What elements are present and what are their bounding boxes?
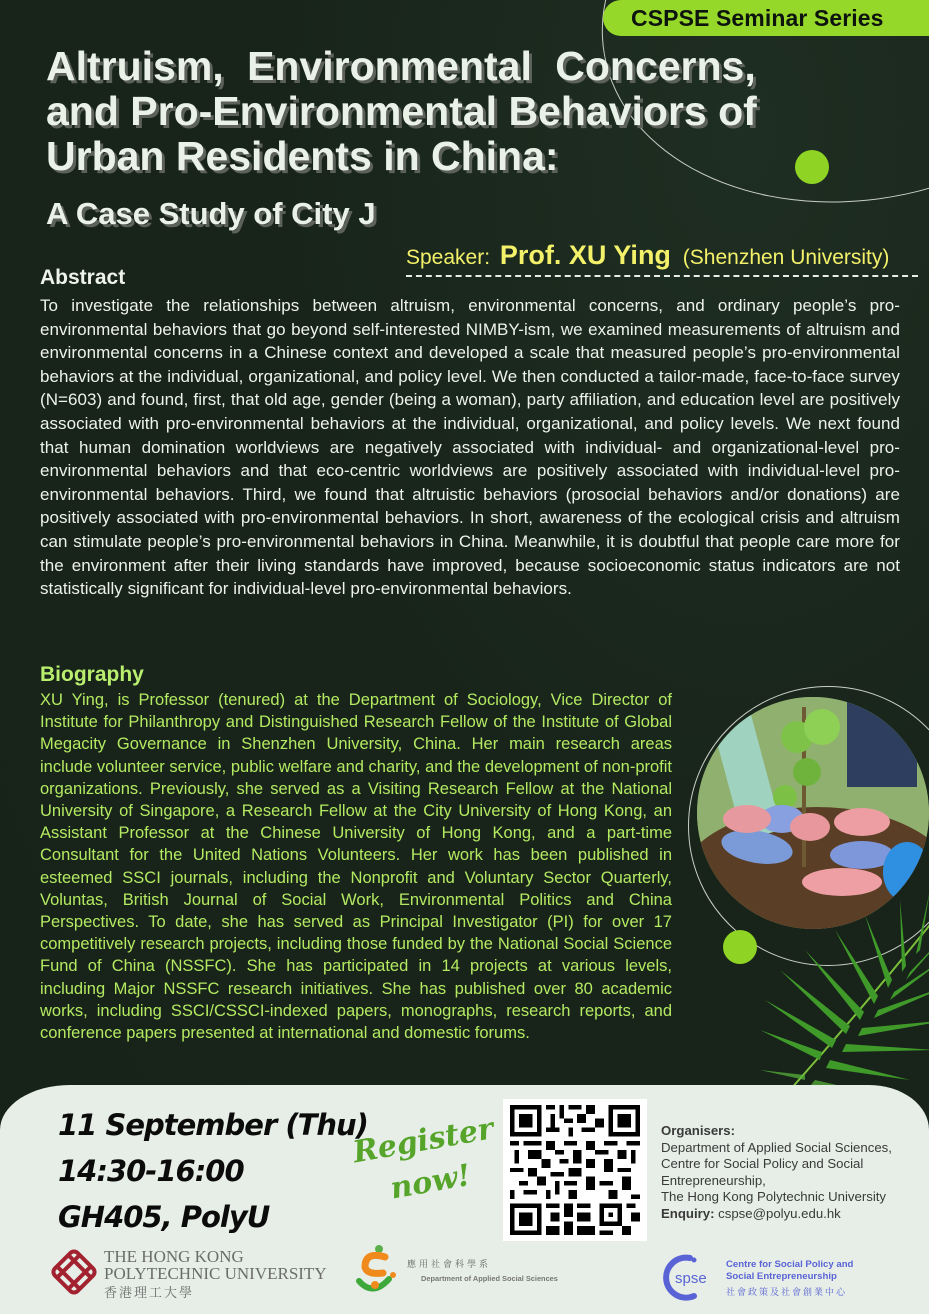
abstract-heading: Abstract xyxy=(40,266,126,289)
title-line: Altruism, Environmental Concerns, xyxy=(46,43,756,89)
organiser-line: Department of Applied Social Sciences, xyxy=(661,1139,892,1155)
poster-title xyxy=(46,44,866,179)
qr-code-icon xyxy=(509,1105,641,1235)
series-badge: CSPSE Seminar Series xyxy=(603,0,929,36)
decorative-dot xyxy=(723,930,757,964)
event-venue: GH405, PolyU xyxy=(58,1200,270,1234)
organisers-info xyxy=(661,1123,926,1222)
cspse-name-line1: Centre for Social Policy and xyxy=(726,1259,854,1270)
apss-logo xyxy=(355,1243,575,1303)
biography-heading: Biography xyxy=(40,663,144,686)
apss-name-cn: 應用社會科學系 xyxy=(407,1259,492,1269)
organiser-line: The Hong Kong Polytechnic University xyxy=(661,1189,887,1204)
polyu-name-en xyxy=(104,1248,327,1282)
speaker-name: Prof. XU Ying xyxy=(499,240,671,270)
event-time: 14:30-16:00 xyxy=(58,1154,244,1188)
cspse-name-cn: 社會政策及社會創業中心 xyxy=(726,1287,848,1297)
register-text: Register xyxy=(350,1111,497,1171)
organisers-label: Organisers: xyxy=(661,1123,736,1138)
title-line: and Pro-Environmental Behaviors of xyxy=(46,88,757,134)
organiser-line: Centre for Social Policy and Social xyxy=(661,1156,864,1171)
cspse-name-en xyxy=(726,1259,853,1283)
polyu-name-line1: THE HONG KONG xyxy=(104,1247,244,1266)
polyu-logo xyxy=(50,1244,327,1300)
dashed-divider xyxy=(406,275,918,277)
cspse-logo xyxy=(660,1252,920,1308)
apss-emblem-icon xyxy=(355,1243,401,1299)
event-details xyxy=(58,1102,368,1240)
cspse-emblem-icon xyxy=(660,1252,720,1302)
speaker-label: Speaker: xyxy=(406,246,491,269)
apss-name-en: Department of Applied Social Sciences xyxy=(421,1274,558,1283)
organiser-line: Entrepreneurship, xyxy=(661,1172,766,1188)
speaker-line xyxy=(406,240,889,271)
registration-qr-code[interactable] xyxy=(503,1099,647,1241)
polyu-name-line2: POLYTECHNIC UNIVERSITY xyxy=(104,1264,327,1283)
polyu-name-cn: 香港理工大學 xyxy=(104,1285,195,1300)
biography-body: XU Ying, is Professor (tenured) at the Department of Sociology, Vice Director of Institute for Philanthropy and Distinguished Research Fellow of the Institute of Global Megacity Governance in Shenzhen University, China. Her main research areas include volunteer service, public welfare and charity, and the development of non-profit organizations. Previously, she served as a Visiting Research Fellow at the National University of Singapore, a Research Fellow at the City University of Hong Kong, an Assistant Professor at the Chinese University of Hong Kong, and a part-time Consultant for the United Nations Volunteers. Her work has been published in esteemed SSCI journals, including the Nonprofit and Voluntary Sector Quarterly, Voluntas, British Journal of Social Work, Environmental Politics and China Perspectives. To date, she has served as Principal Investigator (PI) for over 17 competitively research projects, including those funded by the National Social Science Fund of China (NSSFC). She has participated in 14 projects at various levels, including Major NSSFC research initiatives. She has published over 80 academic works, including SSCI/CSSCI-indexed papers, monographs, research reports, and conference papers presented at international and domestic forums. xyxy=(40,691,672,1043)
cspse-name-line2: Social Entrepreneurship xyxy=(726,1271,837,1282)
polyu-emblem-icon xyxy=(50,1248,98,1296)
enquiry-label: Enquiry: xyxy=(661,1205,715,1221)
register-text-now: now! xyxy=(387,1157,474,1207)
event-date: 11 September (Thu) xyxy=(58,1108,368,1142)
enquiry-email-link[interactable]: cspse@polyu.edu.hk xyxy=(718,1205,841,1221)
cspse-mark-text: spse xyxy=(675,1270,707,1287)
title-line: Urban Residents in China: xyxy=(46,133,559,179)
palm-leaf-decoration xyxy=(760,880,929,1100)
speaker-affiliation: (Shenzhen University) xyxy=(682,246,890,269)
abstract-body: To investigate the relationships between altruism, environmental concerns, and ordinary people’s pro-environmental behaviors that go beyond self-interested NIMBY-ism, we examined measurements of altruism and environmental concerns in a Chinese context and developed a scale that measured people’s pro-environmental behaviors at the individual, organizational, and policy level. We then conducted a tailor-made, face-to-face survey (N=603) and found, first, that old age, gender (being a woman), party affiliation, and education level are positively associated with pro-environmental behaviors at the individual, organizational, and policy levels. We next found that human domination worldviews are negatively associated with individual- and organizational-level pro-environmental behaviors and that eco-centric worldviews are positively associated with individual-level pro-environmental behaviors. Third, we found that altruistic behaviors (prosocial behaviors and/or donations) are positively associated with pro-environmental behaviors. In short, awareness of the ecological crisis and altruism can stimulate people’s pro-environmental behaviors in China. Meanwhile, it is doubtful that people care more for the environment after their living standards have improved, because socioeconomic status indicators are not statistically significant for individual-level pro-environmental behaviors. xyxy=(40,296,900,599)
poster-subtitle: A Case Study of City J xyxy=(46,196,376,231)
